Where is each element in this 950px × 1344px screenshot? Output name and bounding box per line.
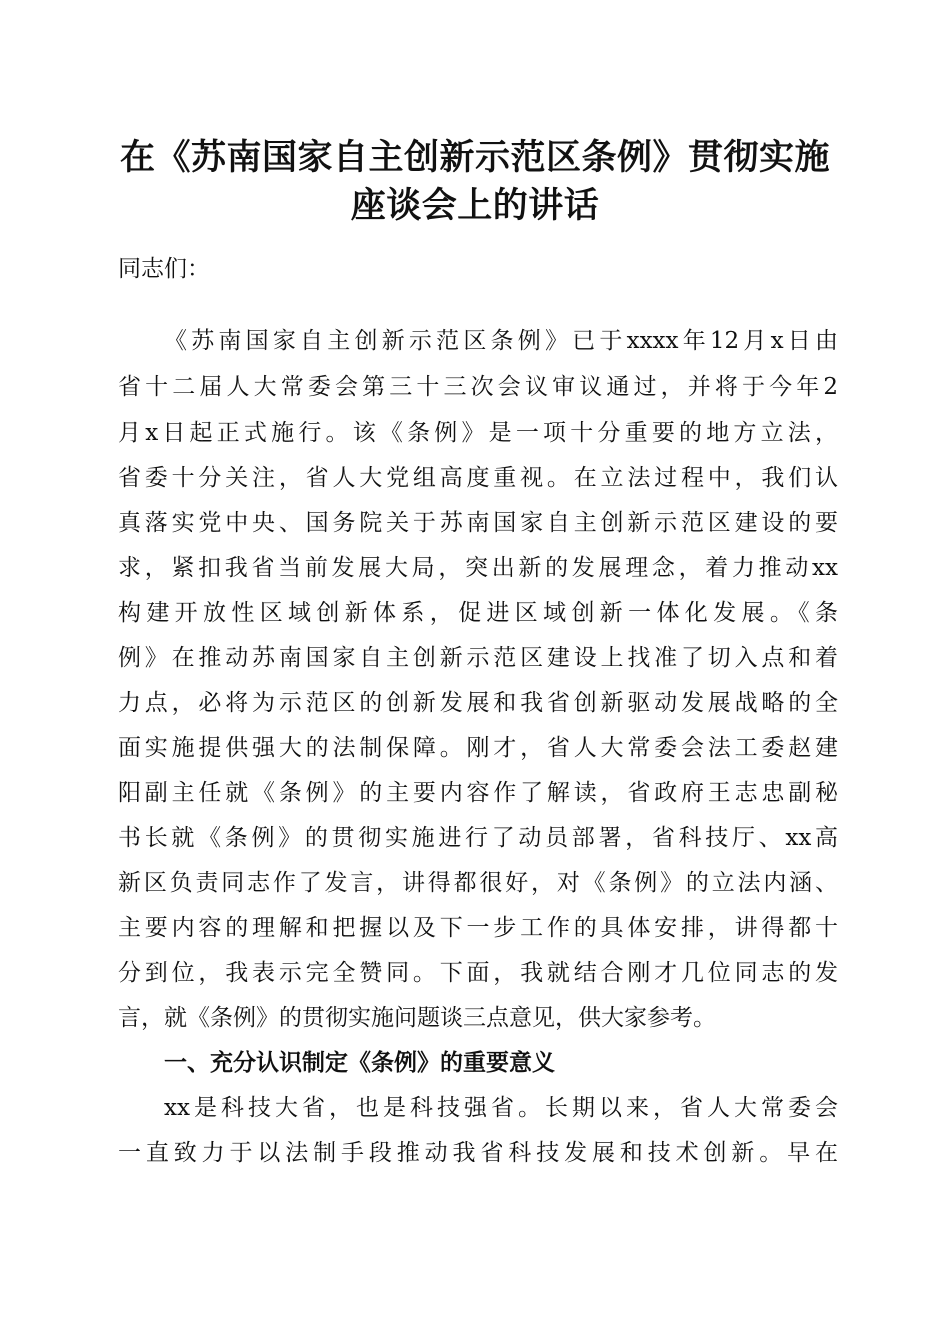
section-heading: 一、充分认识制定《条例》的重要意义 xyxy=(164,1050,555,1076)
paragraph-line: 一直致力于以法制手段推动我省科技发展和技术创新。早在 xyxy=(118,1140,838,1166)
paragraph-line: 书长就《条例》的贯彻实施进行了动员部署，省科技厅、xx高 xyxy=(118,825,838,851)
paragraph-line: 分到位，我表示完全赞同。下面，我就结合刚才几位同志的发 xyxy=(118,960,838,986)
paragraph-line: 面实施提供强大的法制保障。刚才，省人大常委会法工委赵建 xyxy=(118,735,838,761)
paragraph-line: 求，紧扣我省当前发展大局，突出新的发展理念，着力推动xx xyxy=(118,555,838,581)
paragraph-line: 省委十分关注，省人大党组高度重视。在立法过程中，我们认 xyxy=(118,465,838,491)
paragraph-line: 省十二届人大常委会第三十三次会议审议通过，并将于今年2 xyxy=(118,374,838,400)
paragraph-line: 例》在推动苏南国家自主创新示范区建设上找准了切入点和着 xyxy=(118,645,838,671)
paragraph-line: xx是科技大省，也是科技强省。长期以来，省人大常委会 xyxy=(164,1095,838,1121)
paragraph-line: 真落实党中央、国务院关于苏南国家自主创新示范区建设的要 xyxy=(118,510,838,536)
document-title-line-2: 座谈会上的讲话 xyxy=(350,185,600,226)
paragraph-line: 力点，必将为示范区的创新发展和我省创新驱动发展战略的全 xyxy=(118,690,838,716)
salutation: 同志们： xyxy=(118,256,210,282)
document-title-line-1: 在《苏南国家自主创新示范区条例》贯彻实施 xyxy=(119,137,830,178)
paragraph-line: 阳副主任就《条例》的主要内容作了解读，省政府王志忠副秘 xyxy=(118,780,838,806)
paragraph-line: 主要内容的理解和把握以及下一步工作的具体安排，讲得都十 xyxy=(118,915,838,941)
paragraph-line: 言，就《条例》的贯彻实施问题谈三点意见，供大家参考。 xyxy=(118,1005,716,1031)
paragraph-line: 《苏南国家自主创新示范区条例》已于xxxx年12月x日由 xyxy=(164,328,838,354)
paragraph-line: 月x日起正式施行。该《条例》是一项十分重要的地方立法， xyxy=(118,420,838,446)
paragraph-line: 新区负责同志作了发言，讲得都很好，对《条例》的立法内涵、 xyxy=(118,870,838,896)
paragraph-line: 构建开放性区域创新体系，促进区域创新一体化发展。《条 xyxy=(118,600,838,626)
